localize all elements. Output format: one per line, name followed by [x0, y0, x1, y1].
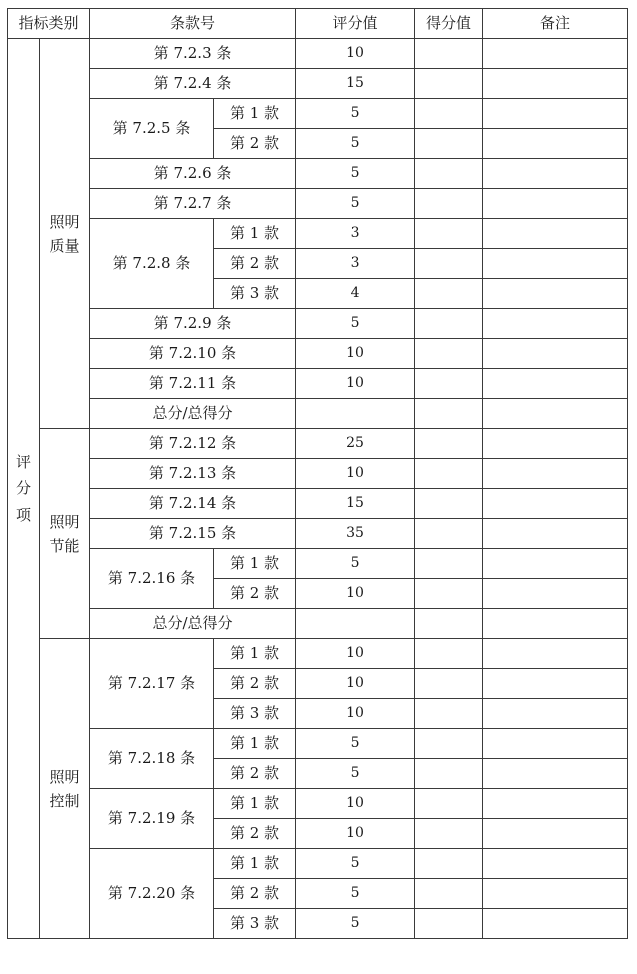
remarks-cell — [483, 789, 628, 819]
obtained-score-cell — [415, 189, 483, 219]
item-cell: 第 2 款 — [214, 669, 296, 699]
remarks-cell — [483, 399, 628, 429]
score-cell: 4 — [296, 279, 415, 309]
remarks-cell — [483, 819, 628, 849]
obtained-score-cell — [415, 339, 483, 369]
obtained-score-cell — [415, 549, 483, 579]
score-cell: 3 — [296, 249, 415, 279]
remarks-cell — [483, 279, 628, 309]
clause-cell: 总分/总得分 — [90, 399, 296, 429]
clause-cell: 第 7.2.3 条 — [90, 39, 296, 69]
score-cell: 35 — [296, 519, 415, 549]
item-cell: 第 3 款 — [214, 279, 296, 309]
score-cell: 10 — [296, 579, 415, 609]
table-row — [8, 639, 628, 669]
category-label: 评 分 项 — [8, 39, 40, 939]
obtained-score-cell — [415, 69, 483, 99]
obtained-score-cell — [415, 279, 483, 309]
item-cell: 第 1 款 — [214, 729, 296, 759]
score-cell: 10 — [296, 369, 415, 399]
item-cell: 第 2 款 — [214, 879, 296, 909]
clause-cell: 第 7.2.14 条 — [90, 489, 296, 519]
remarks-cell — [483, 549, 628, 579]
obtained-score-cell — [415, 369, 483, 399]
table-row — [8, 369, 628, 399]
item-cell: 第 2 款 — [214, 129, 296, 159]
score-cell — [296, 609, 415, 639]
clause-cell: 第 7.2.6 条 — [90, 159, 296, 189]
obtained-score-cell — [415, 399, 483, 429]
score-cell: 10 — [296, 639, 415, 669]
clause-cell: 第 7.2.15 条 — [90, 519, 296, 549]
obtained-score-cell — [415, 879, 483, 909]
remarks-cell — [483, 909, 628, 939]
table-row — [8, 849, 628, 879]
clause-cell: 第 7.2.7 条 — [90, 189, 296, 219]
score-cell: 10 — [296, 789, 415, 819]
score-cell: 5 — [296, 99, 415, 129]
table-row — [8, 159, 628, 189]
table-row — [8, 789, 628, 819]
remarks-cell — [483, 639, 628, 669]
remarks-cell — [483, 579, 628, 609]
item-cell: 第 3 款 — [214, 699, 296, 729]
clause-cell: 第 7.2.19 条 — [90, 789, 214, 849]
obtained-score-cell — [415, 699, 483, 729]
remarks-cell — [483, 429, 628, 459]
score-cell: 10 — [296, 669, 415, 699]
item-cell: 第 1 款 — [214, 549, 296, 579]
remarks-cell — [483, 249, 628, 279]
remarks-cell — [483, 309, 628, 339]
header-category: 指标类别 — [8, 9, 90, 39]
header-row — [8, 9, 628, 39]
obtained-score-cell — [415, 669, 483, 699]
remarks-cell — [483, 669, 628, 699]
obtained-score-cell — [415, 849, 483, 879]
remarks-cell — [483, 129, 628, 159]
score-cell: 5 — [296, 849, 415, 879]
score-cell: 5 — [296, 909, 415, 939]
remarks-cell — [483, 189, 628, 219]
obtained-score-cell — [415, 489, 483, 519]
item-cell: 第 1 款 — [214, 849, 296, 879]
score-cell: 5 — [296, 879, 415, 909]
table-row — [8, 189, 628, 219]
score-cell: 5 — [296, 759, 415, 789]
clause-cell: 第 7.2.20 条 — [90, 849, 214, 939]
clause-cell: 第 7.2.11 条 — [90, 369, 296, 399]
item-cell: 第 2 款 — [214, 759, 296, 789]
header-obtained: 得分值 — [415, 9, 483, 39]
clause-cell: 第 7.2.5 条 — [90, 99, 214, 159]
score-cell: 25 — [296, 429, 415, 459]
clause-cell: 总分/总得分 — [90, 609, 296, 639]
table-row — [8, 519, 628, 549]
header-score: 评分值 — [296, 9, 415, 39]
table-row — [8, 549, 628, 579]
score-cell: 3 — [296, 219, 415, 249]
remarks-cell — [483, 699, 628, 729]
score-cell: 15 — [296, 489, 415, 519]
item-cell: 第 1 款 — [214, 789, 296, 819]
obtained-score-cell — [415, 249, 483, 279]
obtained-score-cell — [415, 909, 483, 939]
score-cell: 15 — [296, 69, 415, 99]
obtained-score-cell — [415, 129, 483, 159]
obtained-score-cell — [415, 519, 483, 549]
remarks-cell — [483, 219, 628, 249]
item-cell: 第 1 款 — [214, 639, 296, 669]
item-cell: 第 3 款 — [214, 909, 296, 939]
remarks-cell — [483, 459, 628, 489]
item-cell: 第 1 款 — [214, 99, 296, 129]
scoring-table-container — [7, 8, 628, 939]
score-cell: 10 — [296, 819, 415, 849]
clause-cell: 第 7.2.10 条 — [90, 339, 296, 369]
obtained-score-cell — [415, 429, 483, 459]
obtained-score-cell — [415, 159, 483, 189]
table-body — [8, 39, 628, 939]
table-row — [8, 609, 628, 639]
table-row — [8, 729, 628, 759]
header-clause: 条款号 — [90, 9, 296, 39]
obtained-score-cell — [415, 729, 483, 759]
obtained-score-cell — [415, 819, 483, 849]
clause-cell: 第 7.2.18 条 — [90, 729, 214, 789]
score-cell: 5 — [296, 189, 415, 219]
remarks-cell — [483, 759, 628, 789]
obtained-score-cell — [415, 579, 483, 609]
table-row — [8, 69, 628, 99]
item-cell: 第 2 款 — [214, 819, 296, 849]
remarks-cell — [483, 729, 628, 759]
score-cell: 5 — [296, 309, 415, 339]
obtained-score-cell — [415, 639, 483, 669]
score-cell: 5 — [296, 549, 415, 579]
remarks-cell — [483, 339, 628, 369]
score-cell: 10 — [296, 459, 415, 489]
obtained-score-cell — [415, 219, 483, 249]
score-cell: 10 — [296, 699, 415, 729]
obtained-score-cell — [415, 789, 483, 819]
clause-cell: 第 7.2.8 条 — [90, 219, 214, 309]
obtained-score-cell — [415, 99, 483, 129]
obtained-score-cell — [415, 759, 483, 789]
clause-cell: 第 7.2.12 条 — [90, 429, 296, 459]
score-cell: 10 — [296, 339, 415, 369]
subcategory-label: 照明 质量 — [40, 39, 90, 429]
score-cell: 5 — [296, 129, 415, 159]
table-row — [8, 459, 628, 489]
obtained-score-cell — [415, 39, 483, 69]
table-row — [8, 99, 628, 129]
remarks-cell — [483, 609, 628, 639]
item-cell: 第 2 款 — [214, 249, 296, 279]
subcategory-label: 照明 控制 — [40, 639, 90, 939]
table-row — [8, 219, 628, 249]
clause-cell: 第 7.2.13 条 — [90, 459, 296, 489]
item-cell: 第 2 款 — [214, 579, 296, 609]
clause-cell: 第 7.2.9 条 — [90, 309, 296, 339]
remarks-cell — [483, 39, 628, 69]
remarks-cell — [483, 369, 628, 399]
item-cell: 第 1 款 — [214, 219, 296, 249]
header-remarks: 备注 — [483, 9, 628, 39]
remarks-cell — [483, 69, 628, 99]
table-row — [8, 309, 628, 339]
remarks-cell — [483, 879, 628, 909]
obtained-score-cell — [415, 609, 483, 639]
score-cell — [296, 399, 415, 429]
remarks-cell — [483, 849, 628, 879]
clause-cell: 第 7.2.16 条 — [90, 549, 214, 609]
score-cell: 5 — [296, 159, 415, 189]
remarks-cell — [483, 519, 628, 549]
table-row — [8, 339, 628, 369]
score-cell: 5 — [296, 729, 415, 759]
obtained-score-cell — [415, 459, 483, 489]
score-cell: 10 — [296, 39, 415, 69]
obtained-score-cell — [415, 309, 483, 339]
table-row — [8, 39, 628, 69]
remarks-cell — [483, 489, 628, 519]
remarks-cell — [483, 99, 628, 129]
scoring-table — [7, 8, 628, 939]
clause-cell: 第 7.2.4 条 — [90, 69, 296, 99]
clause-cell: 第 7.2.17 条 — [90, 639, 214, 729]
table-row — [8, 399, 628, 429]
table-row — [8, 489, 628, 519]
remarks-cell — [483, 159, 628, 189]
table-row — [8, 429, 628, 459]
subcategory-label: 照明 节能 — [40, 429, 90, 639]
